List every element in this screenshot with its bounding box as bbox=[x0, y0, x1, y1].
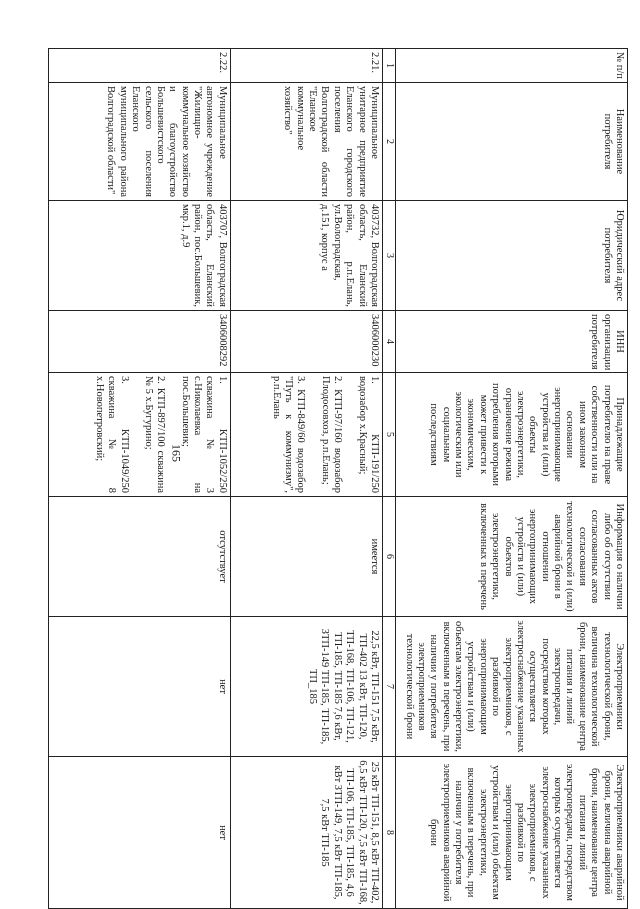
table-row bbox=[230, 49, 382, 909]
device-item: 3. КТП-849/60 водозабор "Путь к коммунизму", р.п.Елань bbox=[270, 376, 307, 493]
row-num: 2.21. bbox=[230, 49, 382, 83]
header-address: Юридический адрес потребителя bbox=[396, 201, 628, 311]
consumer-address: 403732, Волгоградская область, Еланский район, р.п.Елань, ул.Волоградская, д.151, корпус а bbox=[230, 201, 382, 311]
header-num: № п/п bbox=[396, 49, 628, 83]
acts-status: имеется bbox=[230, 497, 382, 617]
consumer-devices bbox=[49, 373, 231, 497]
table-row bbox=[49, 49, 231, 909]
consumer-devices bbox=[230, 373, 382, 497]
column-number: 6 bbox=[383, 497, 396, 617]
page-number: 165 bbox=[169, 444, 184, 462]
header-inn: ИНН организации потребителя bbox=[396, 311, 628, 373]
column-number: 2 bbox=[383, 83, 396, 201]
consumer-inn: 3406000230 bbox=[230, 311, 382, 373]
emergency-reserve: нет bbox=[49, 757, 231, 909]
device-item: 1. КТП-1052/250 скважина № 3 с.Николаевка на пос.Большевик; bbox=[179, 376, 228, 493]
device-item: 2. КТП-97/160 водозабор Плодосовхоз, р.п.Елань; bbox=[319, 376, 344, 493]
device-item: 2. КТП-897/100 скважина № 5 х.Бугурино; bbox=[142, 376, 167, 493]
acts-status: отсутствует bbox=[49, 497, 231, 617]
consumer-name: Муниципальное автономное учреждение "Жилищно-коммунальное хозяйство и благоустройство Большевистского сельского поселения Еланского муниципального района Волгоградской области" bbox=[49, 83, 231, 201]
tech-reserve: 22,5 кВт, ТП-151 7,5 кВт, ТП-402 13 кВт, ТП-120, ТП-168, ТП-106, ТП-121, ТП-185, ТП-185 7,6 кВт, ЗТП-149 ТП-185, ТП-185, ТП_185 bbox=[230, 617, 382, 757]
column-number: 1 bbox=[383, 49, 396, 83]
rotated-table-sheet bbox=[48, 48, 628, 908]
device-item: 3. КТП-1049/250 скважина № 8 х.Новопетровский; bbox=[93, 376, 130, 493]
column-number: 5 bbox=[383, 373, 396, 497]
header-name: Наименование потребителя bbox=[396, 83, 628, 201]
header-tech-reserve: Электроприемники технологической брони, величина технологической брони, наименование центра питания и линий электропередачи, посредством которых осуществляется электроснабжение указанных электроприемников, с разбивкой по энергопринимающим устройствам и (или) объектам электроэнергетики, включенным в перечень, при наличии у потребителя электроприемников технологической брони bbox=[396, 617, 628, 757]
consumer-name: Муниципальное унитарное предприятие Еланского городского поселения Волгоградской области "Еланское коммунальное хозяйство" bbox=[230, 83, 382, 201]
header-devices: Принадлежащие потребителю на праве собственности или на ином законном основании энергопринимающие устройства и (или) объекты электроэнергетики, ограничение режима потребления которыми может привести к экономическим, экологическим или социальным последствиям bbox=[396, 373, 628, 497]
tech-reserve: нет bbox=[49, 617, 231, 757]
column-number: 7 bbox=[383, 617, 396, 757]
consumer-inn: 3406008292 bbox=[49, 311, 231, 373]
row-num: 2.22. bbox=[49, 49, 231, 83]
header-emergency-reserve: Электроприемники аварийной брони, величина аварийной брони, наименование центра питания и линий электропередачи, посредством которых осуществляется электроснабжение указанных электроприемников, с разбивкой по энергопринимающим устройствам и (или) объектам электроэнергетики, включенным в перечень, при наличии у потребителя электроприемников аварийной брони bbox=[396, 757, 628, 909]
header-acts: Информация о наличии либо об отсутствии согласованных актов согласования технологической и (или) аварийной брони в отношении энергопринимающих устройств и (или) объектов электроэнергетики, включенных в перечень bbox=[396, 497, 628, 617]
consumer-address: 403707, Волгоградская область, Еланский район, пос.Большевик, мкр.1, д.9 bbox=[49, 201, 231, 311]
column-number: 3 bbox=[383, 201, 396, 311]
consumer-table bbox=[48, 48, 628, 909]
device-item: 1. КТП-191/250 водозабор х.Красный; bbox=[356, 376, 380, 493]
column-number: 4 bbox=[383, 311, 396, 373]
emergency-reserve: 25 кВт ТП-151, 8,5 кВт ТП-402, 6,5 кВт ТП-120, 7,5 кВт ТП-168, ТП-106, ТП-185, ТП-185, 4,6 кВт ЗТП-149, 7,5 кВт ТП-185, 7,5 кВт ТП-185 bbox=[230, 757, 382, 909]
column-number: 8 bbox=[383, 757, 396, 909]
